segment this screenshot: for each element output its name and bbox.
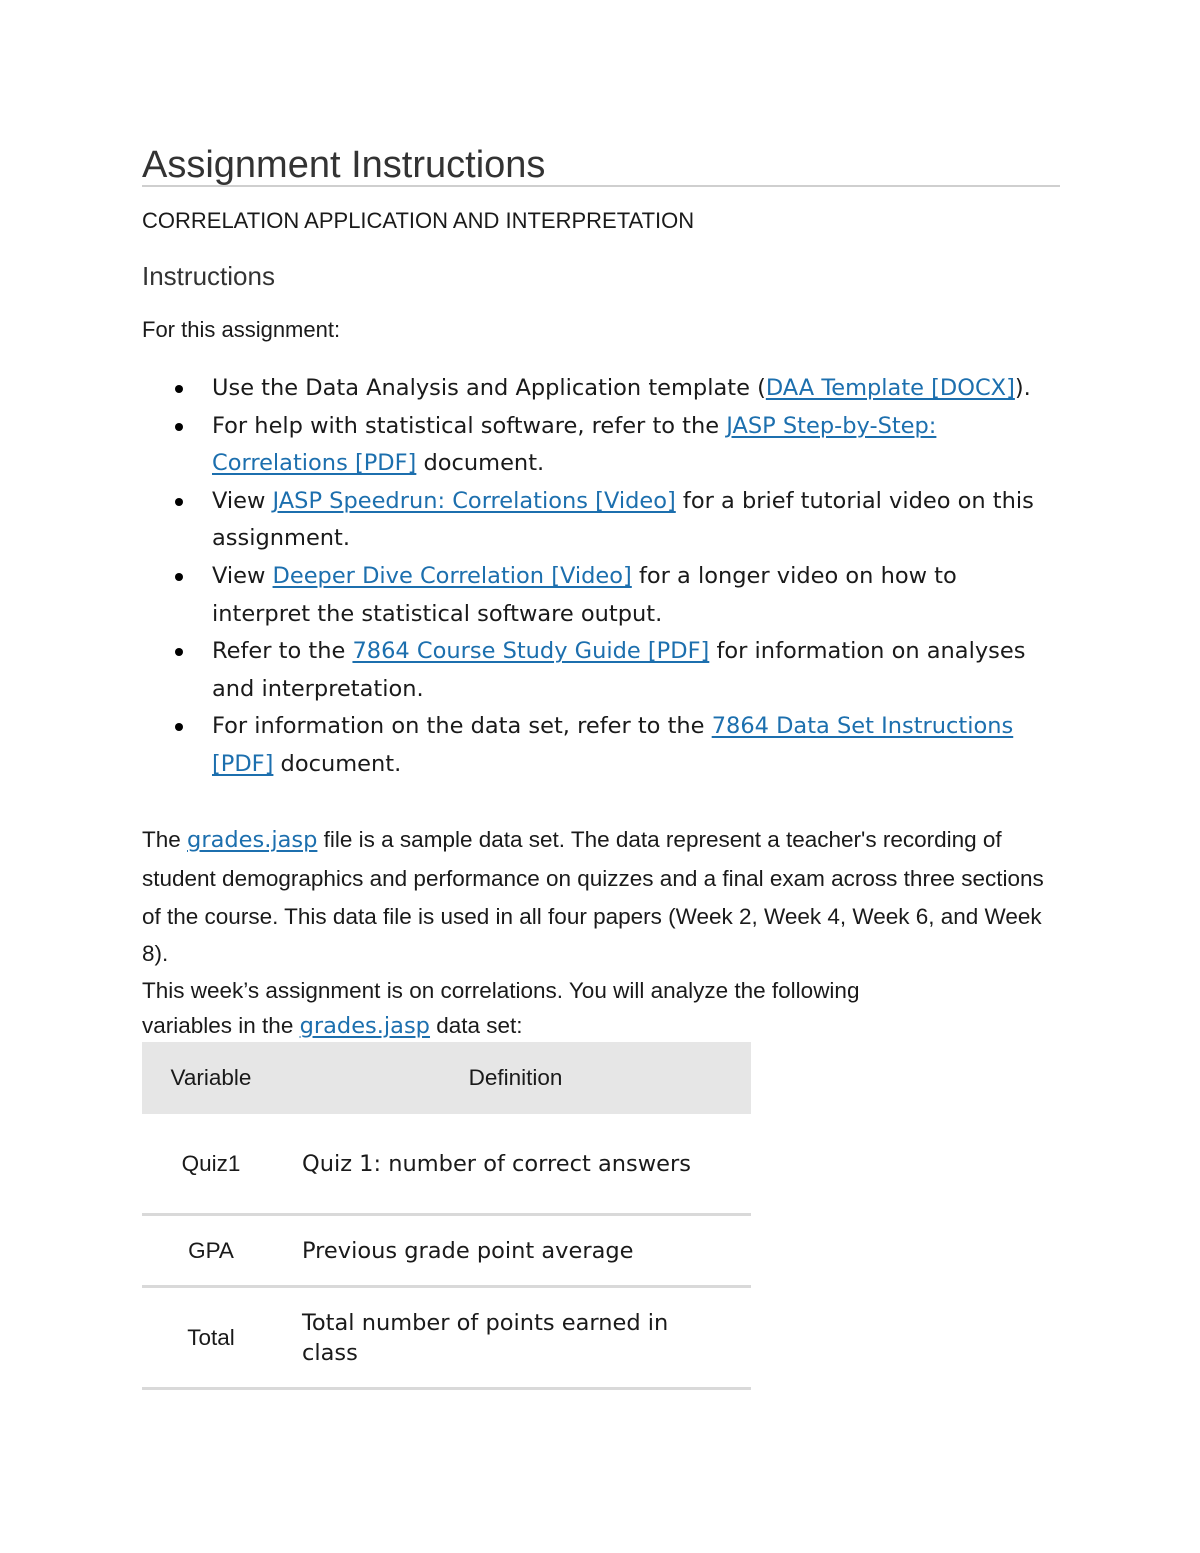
page-title: Assignment Instructions <box>142 144 546 186</box>
table-row <box>142 1114 751 1215</box>
daa-template-link[interactable]: DAA Template [DOCX] <box>765 375 1015 401</box>
cell-definition: Total number of points earned in class <box>280 1287 751 1389</box>
cell-variable: Quiz1 <box>142 1114 280 1215</box>
bullet-icon <box>175 385 183 393</box>
dataset-description: The grades.jasp file is a sample data set. The data represent a teacher's recording of student demographics and performance on quizzes and a final exam across three sections of the course. This data file is used in all four papers (Week 2, Week 4, Week 6, and Week 8). <box>142 827 1044 967</box>
header-variable: Variable <box>142 1042 280 1114</box>
grades-jasp-link-2[interactable]: grades.jasp <box>299 1012 430 1039</box>
list-item: For information on the data set, refer to the 7864 Data Set Instructions [PDF] document. <box>142 708 1060 783</box>
list-item: Use the Data Analysis and Application template (DAA Template [DOCX]). <box>142 370 1060 408</box>
course-study-guide-link[interactable]: 7864 Course Study Guide [PDF] <box>352 638 710 665</box>
table-header-row <box>142 1042 751 1114</box>
intro-text: For this assignment: <box>142 317 341 342</box>
list-item: For help with statistical software, refer to the JASP Step-by-Step: Correlations [PDF] document. <box>142 408 1060 483</box>
variables-table <box>142 1042 751 1390</box>
instructions-heading: Instructions <box>142 261 275 291</box>
deeper-dive-video-link[interactable]: Deeper Dive Correlation [Video] <box>272 562 632 589</box>
bullet-icon <box>175 573 183 581</box>
data-set-instructions-link[interactable]: 7864 Data Set Instructions [PDF] <box>212 713 1014 777</box>
jasp-step-by-step-link[interactable]: JASP Step-by-Step: Correlations [PDF] <box>212 412 937 477</box>
bullet-icon <box>175 498 183 506</box>
cell-variable: GPA <box>142 1215 280 1287</box>
assignment-focus-text: This week’s assignment is on correlations. You will analyze the following variables in the grades.jasp data set: <box>142 978 860 1039</box>
header-definition: Definition <box>280 1042 751 1114</box>
grades-jasp-link[interactable]: grades.jasp <box>187 827 318 853</box>
bullet-icon <box>175 648 183 656</box>
cell-variable: Total <box>142 1287 280 1389</box>
jasp-speedrun-video-link[interactable]: JASP Speedrun: Correlations [Video] <box>272 487 676 514</box>
cell-definition: Previous grade point average <box>280 1215 751 1287</box>
bullet-icon <box>175 423 183 431</box>
title-divider <box>142 185 1060 187</box>
bullet-icon <box>175 723 183 731</box>
cell-definition: Quiz 1: number of correct answers <box>280 1114 751 1215</box>
table-row <box>142 1287 751 1389</box>
list-item: Refer to the 7864 Course Study Guide [PDF] for information on analyses and interpretation. <box>142 633 1060 708</box>
table-row <box>142 1215 751 1287</box>
list-item: View Deeper Dive Correlation [Video] for a longer video on how to interpret the statistical software output. <box>142 558 1060 633</box>
resource-list <box>142 370 1060 784</box>
list-item: View JASP Speedrun: Correlations [Video] for a brief tutorial video on this assignment. <box>142 483 1060 558</box>
assignment-subtitle: CORRELATION APPLICATION AND INTERPRETATION <box>142 208 695 233</box>
